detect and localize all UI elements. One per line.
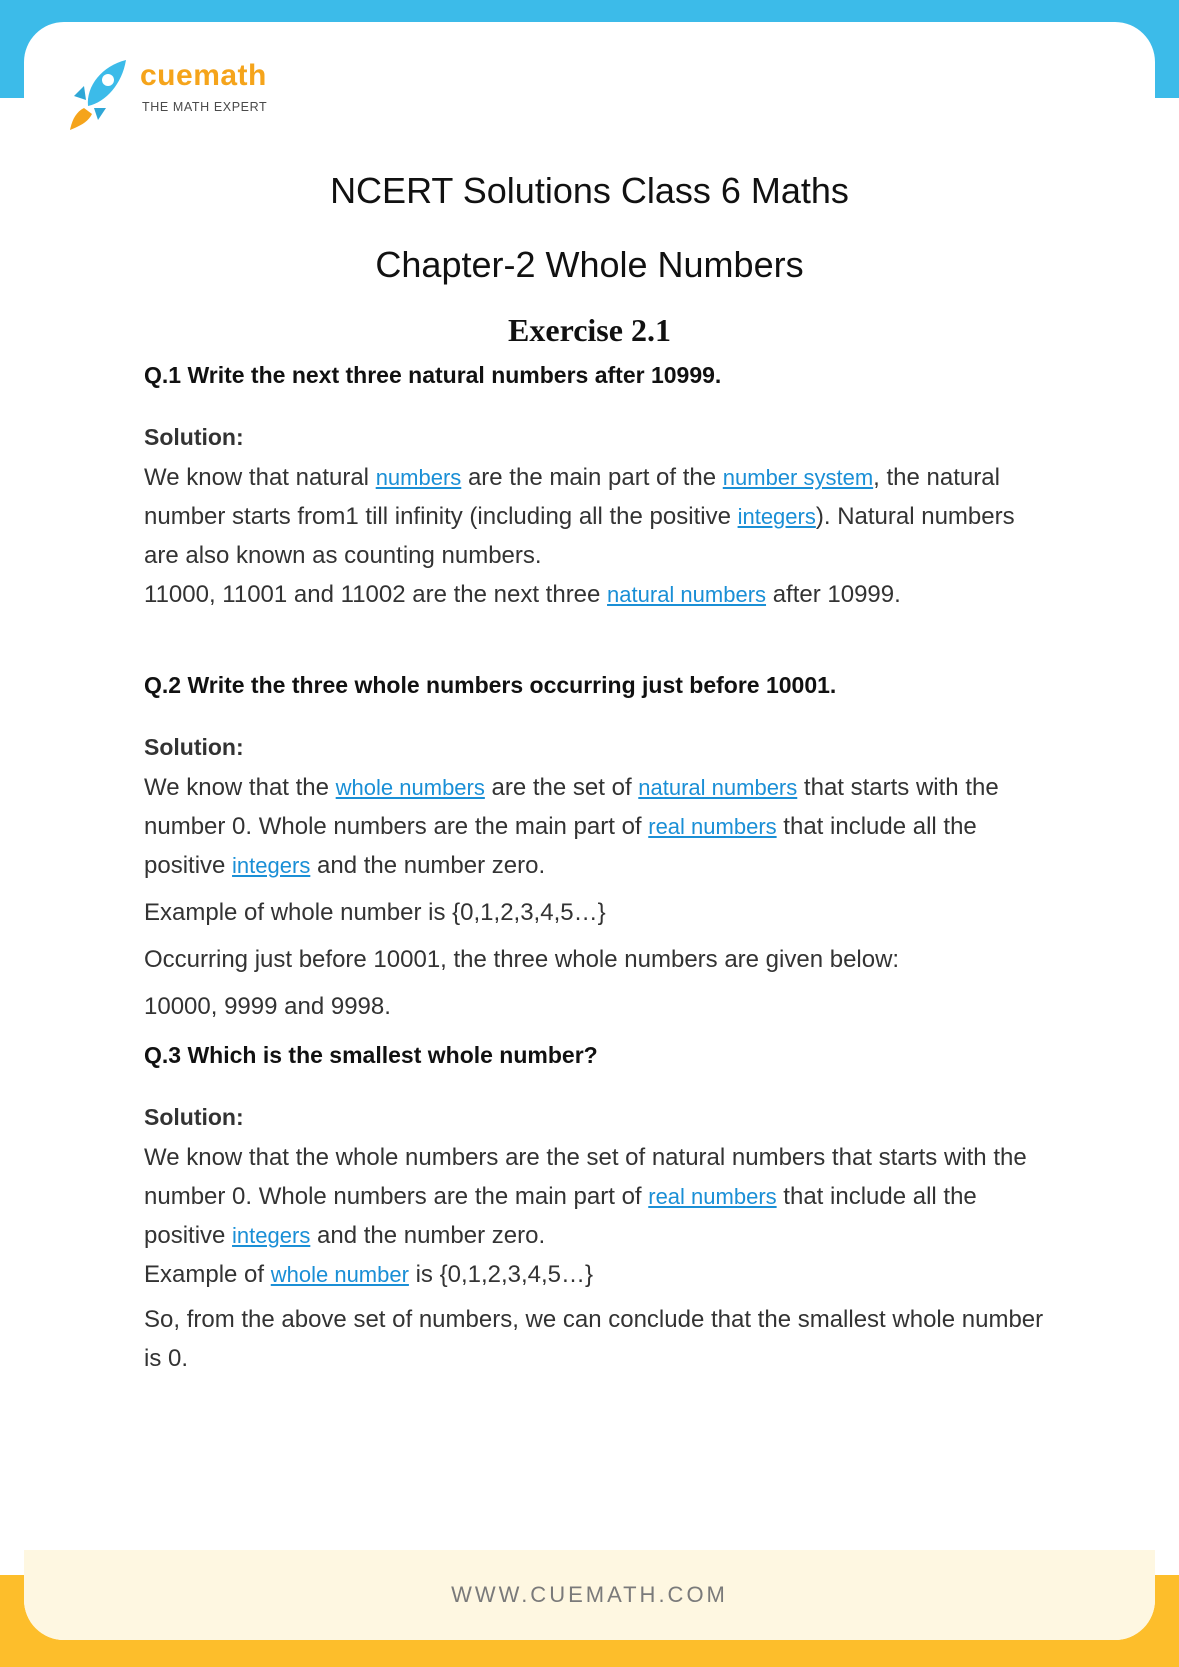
footer — [24, 1550, 1155, 1640]
logo-tagline: THE MATH EXPERT — [142, 100, 268, 114]
footer-website[interactable]: WWW.CUEMATH.COM — [451, 1582, 728, 1607]
solution-2 — [144, 734, 1044, 761]
chapter-title: Chapter-2 Whole Numbers — [375, 244, 804, 285]
question-2 — [144, 672, 1044, 699]
cuemath-logo[interactable] — [68, 56, 308, 136]
solution-label: Solution: — [144, 424, 244, 450]
exercise-title: Exercise 2.1 — [508, 312, 671, 348]
question-1 — [144, 362, 1044, 389]
question-1-text: Q.1 Write the next three natural numbers after 10999. — [144, 362, 722, 388]
link-number-system[interactable]: number system — [722, 465, 874, 490]
answer-paragraph: Occurring just before 10001, the three whole numbers are given below: — [144, 946, 900, 973]
link-natural-numbers[interactable]: natural numbers — [638, 775, 798, 800]
link-whole-number[interactable]: whole number — [270, 1262, 409, 1287]
question-2-text: Q.2 Write the three whole numbers occurring just before 10001. — [144, 672, 837, 698]
rocket-icon — [68, 56, 132, 132]
answer-paragraph: 11000, 11001 and 11002 are the next three natural numbers after 10999. — [144, 581, 901, 608]
link-real-numbers[interactable]: real numbers — [648, 1184, 777, 1209]
answer-1 — [144, 458, 1044, 614]
link-integers[interactable]: integers — [737, 504, 816, 529]
question-3-text: Q.3 Which is the smallest whole number? — [144, 1042, 598, 1068]
answer-paragraph: We know that natural numbers are the main part of the number system, the natural number starts from1 till infinity (including all the positive integers). Natural numbers are also known as counting numbers. — [144, 464, 1015, 569]
link-natural-numbers[interactable]: natural numbers — [607, 582, 767, 607]
link-integers[interactable]: integers — [232, 853, 311, 878]
page-title: NCERT Solutions Class 6 Maths — [330, 170, 849, 211]
answer-paragraph: Example of whole number is {0,1,2,3,4,5…} — [144, 1261, 594, 1288]
answer-3 — [144, 1138, 1044, 1378]
solution-label: Solution: — [144, 734, 244, 760]
answer-paragraph: So, from the above set of numbers, we can conclude that the smallest whole number is 0. — [144, 1306, 1044, 1372]
link-whole-numbers[interactable]: whole numbers — [335, 775, 485, 800]
link-real-numbers[interactable]: real numbers — [648, 814, 777, 839]
answer-paragraph: We know that the whole numbers are the set of natural numbers that starts with the number 0. Whole numbers are the main part of real numbers that include all the positive integers and the number zero. — [144, 774, 999, 879]
solution-label: Solution: — [144, 1104, 244, 1130]
solution-1 — [144, 424, 1044, 451]
page-card — [24, 22, 1155, 1640]
answer-paragraph: We know that the whole numbers are the set of natural numbers that starts with the number 0. Whole numbers are the main part of real numbers that include all the positive integers and the number zero. — [144, 1144, 1027, 1249]
question-3 — [144, 1042, 1044, 1069]
logo-wordmark: cuemath — [140, 59, 267, 92]
answer-paragraph: 10000, 9999 and 9998. — [144, 993, 391, 1020]
link-integers[interactable]: integers — [232, 1223, 311, 1248]
link-numbers[interactable]: numbers — [375, 465, 462, 490]
answer-paragraph: Example of whole number is {0,1,2,3,4,5…} — [144, 899, 606, 926]
answer-2 — [144, 768, 1044, 1026]
solution-3 — [144, 1104, 1044, 1131]
